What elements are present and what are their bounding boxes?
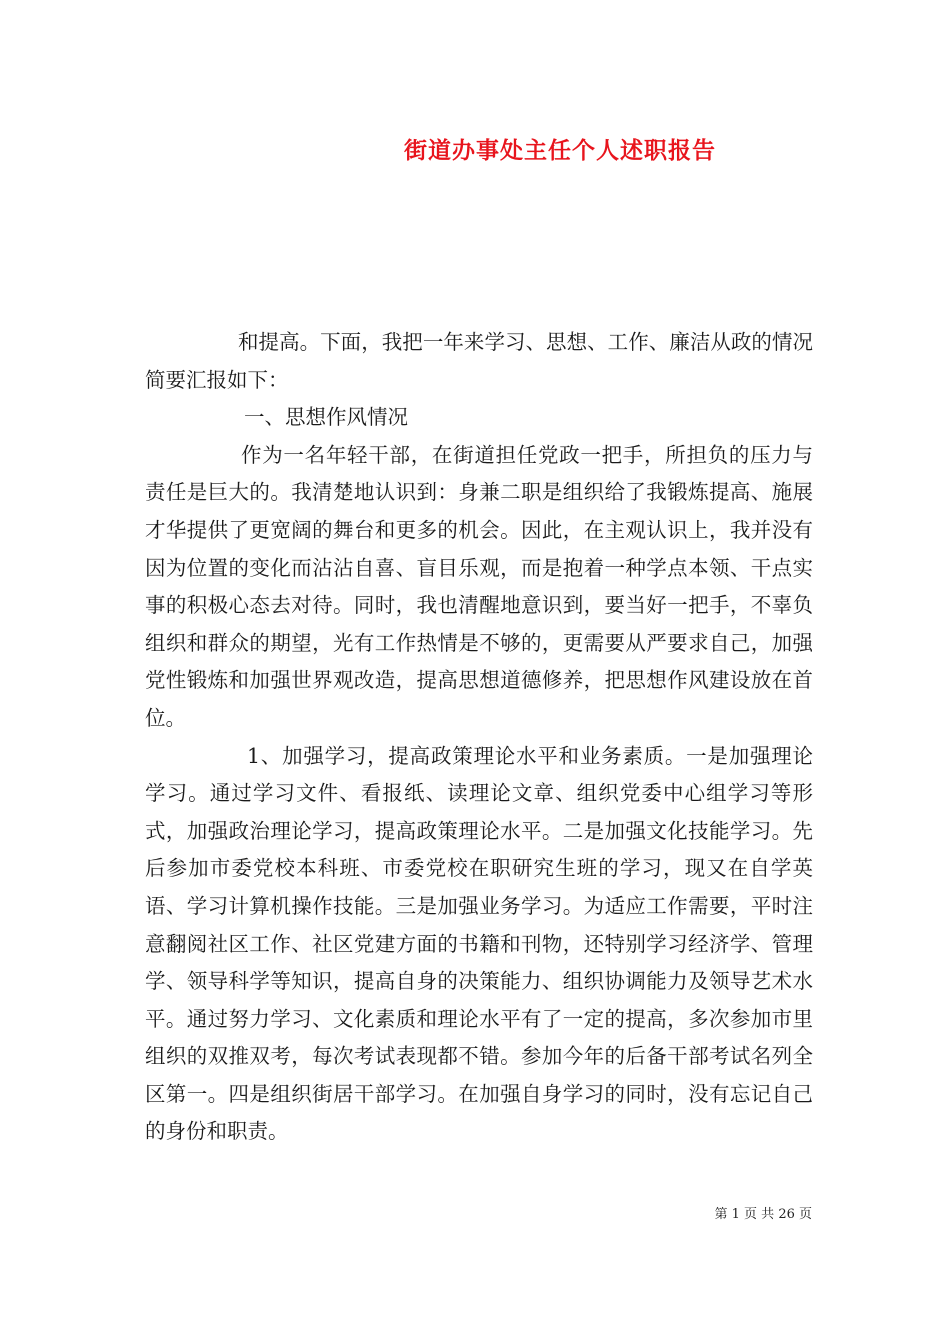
section-heading: 一、思想作风情况: [244, 405, 408, 430]
paragraph-thought-style: 作为一名年轻干部，在街道担任党政一把手，所担负的压力与责任是巨大的。我清楚地认识到：身兼二职是组织给了我锻炼提高、施展才华提供了更宽阔的舞台和更多的机会。因此，在主观认识上，我并没有因为位置的变化而沾沾自喜、盲目乐观，而是抱着一种学点本领、干点实事的积极心态去对待。同时，我也清醒地意识到，要当好一把手，不辜负组织和群众的期望，光有工作热情是不够的，更需要从严要求自己，加强党性锻炼和加强世界观改造，提高思想道德修养，把思想作风建设放在首位。: [145, 442, 813, 730]
paragraph-intro: 和提高。下面，我把一年来学习、思想、工作、廉洁从政的情况简要汇报如下：: [145, 330, 813, 392]
document-title: 街道办事处主任个人述职报告: [404, 137, 716, 164]
document-body: [145, 324, 813, 1151]
paragraph-study: 1、加强学习，提高政策理论水平和业务素质。一是加强理论学习。通过学习文件、看报纸、读理论文章、组织党委中心组学习等形式，加强政治理论学习，提高政策理论水平。二是加强文化技能学习。先后参加市委党校本科班、市委党校在职研究生班的学习，现又在自学英语、学习计算机操作技能。三是加强业务学习。为适应工作需要，平时注意翻阅社区工作、社区党建方面的书籍和刊物，还特别学习经济学、管理学、领导科学等知识，提高自身的决策能力、组织协调能力及领导艺术水平。通过努力学习、文化素质和理论水平有了一定的提高，多次参加市里组织的双推双考，每次考试表现都不错。参加今年的后备干部考试名列全区第一。四是组织街居干部学习。在加强自身学习的同时，没有忘记自己的身份和职责。: [145, 743, 813, 1144]
page-number: 第 1 页 共 26 页: [714, 1207, 812, 1222]
